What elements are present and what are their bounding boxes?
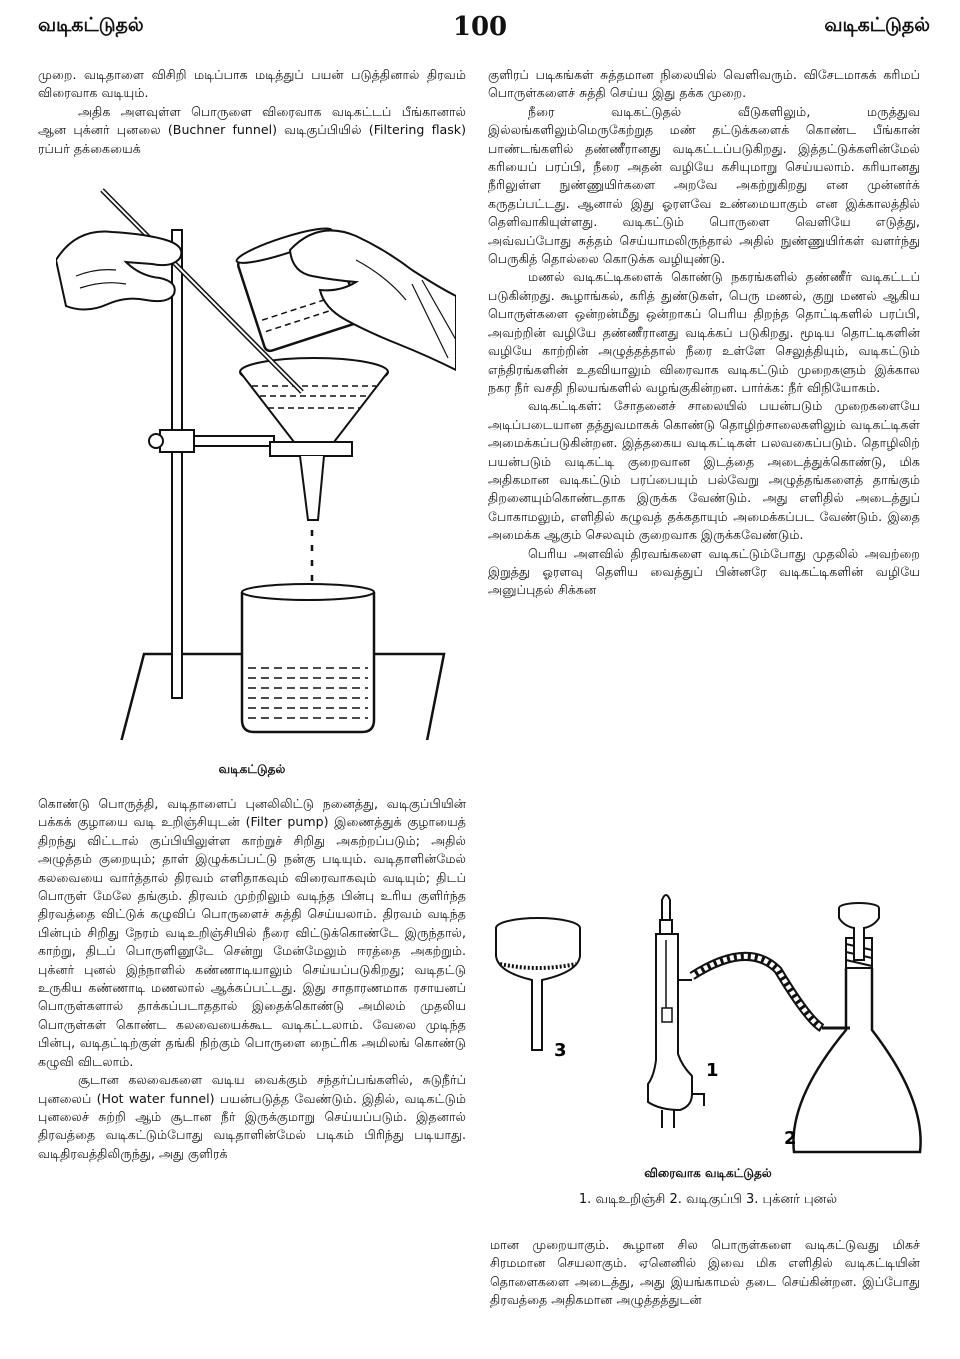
beaker (242, 592, 374, 732)
funnel-ring (270, 442, 352, 456)
paragraph: நீரை வடிகட்டுதல் வீடுகளிலும், மருத்துவ இல்லங்களிலும்மெருகேற்றுத மண் தட்டுக்களைக் கொண்ட பீங்கான் பாண்டங்களில் தண்ணீரானது வடிகட்டப்படுகிறது. இத்தட்டுக்களின்மேல் கரியைப் பரப்பி, நீரை அதன் வழியே கசியுமாறு செய்யலாம். கரியானது நீரிலுள்ள நுண்ணுயிர்களை அறவே அகற்றுகிறது என முன்னர்க் கருதப்பட்டது. ஆனால் இது ஓரளவே உண்மையாகும் என இக்காலத்தில் தெளிவாகியுள்ளது. வடிகட்டும் பொருளை வெளியே எடுத்து, அவ்வப்போது சுத்தம் செய்யாமலிருந்தால் அதில் நுண்ணுயிர்கள் வளர்ந்து பெருகித் தொல்லை கொடுக்க வழியுண்டு. (488, 103, 920, 267)
column-1-bottom (38, 795, 466, 1163)
clamp-boss (160, 430, 194, 452)
column-1-top (38, 66, 466, 158)
figure-2-caption-title: விரைவாக வடிகட்டுதல் (644, 1166, 772, 1180)
stand-rod (172, 230, 182, 698)
running-header-left: வடிகட்டுதல் (38, 14, 144, 36)
paragraph: குளிரப் படிகங்கள் சுத்தமான நிலையில் வெளிவரும். விசேடமாகக் கரிமப் பொருள்களைச் சுத்தி செய்ய இது தக்க முறை. (488, 67, 920, 101)
running-header-right: வடிகட்டுதல் (824, 14, 930, 36)
paragraph: அதிக அளவுள்ள பொருளை விரைவாக வடிகட்டப் பீங்கானால் ஆன புக்னர் புனலை (Buchner funnel) வடிகுப்பியில் (Filtering flask) ரப்பர் தக்கையைக் (38, 103, 466, 156)
paragraph: சூடான கலவைகளை வடிய வைக்கும் சந்தர்ப்பங்களில், சுடுநீர்ப் புனலைப் (Hot water funnel) பயன்படுத்த வேண்டும். இதில், வடிகட்டும் புனலைச் சுற்றி ஆம் சூடான நீர் இருக்குமாறு செய்யப்படும். இதனால் திரவத்தை வடிகட்டும்போது வடிதாளின்மேல் படிகம் பிரிந்து படியாது. வடிதிரவத்திலிருந்து, அது குளிரக் (38, 1072, 466, 1161)
rapid-filtration-illustration (488, 880, 928, 1170)
funnel-stem (300, 456, 324, 520)
left-hand (56, 232, 181, 310)
paragraph: வடிகட்டிகள்: சோதனைச் சாலையில் பயன்படும் முறைகளையே அடிப்படையான தத்துவமாகக் கொண்டு தொழிற்சாலைகளிலும் வடிகட்டிகள் அமைக்கப்படுகின்றன. இத்தகைய வடிகட்டிகள் பலவகைப்படும். தொழிலிற் பயன்படும் வடிகட்டி குறைவான இடத்தை அடைத்துக்கொண்டு, மிக அதிகமான வடிகட்டும் பரப்பையும் பல்வேறு அழுத்தங்களைத் தாங்கும் திறனையும்கொண்டதாக இருக்க வேண்டும். அது எளிதில் அடைத்துப் போகாமலும், எளிதில் கழுவத் தக்கதாயும் அமைக்கப்பட வேண்டும். இதை அமைக்க ஆகும் செலவும் குறைவாக இருக்கவேண்டும். (488, 398, 920, 543)
label-1: 1 (706, 1060, 719, 1081)
column-2-bottom (490, 1236, 920, 1310)
filtration-apparatus-illustration (56, 180, 456, 740)
paragraph: முறை. வடிதாளை விசிறி மடிப்பாக மடித்துப் பயன் படுத்தினால் திரவம் விரைவாக வடியும். (38, 67, 466, 101)
paragraph: பெரிய அளவில் திரவங்களை வடிகட்டும்போது முதலில் அவற்றை இறுத்து ஓரளவு தெளிய வைத்துப் பின்னரே வடிகட்டிகளின் வழியே அனுப்புதல் சிக்கன (488, 545, 920, 598)
label-2: 2 (784, 1128, 797, 1149)
figure-1-caption: வடிகட்டுதல் (218, 762, 286, 776)
paragraph: மணல் வடிகட்டிகளைக் கொண்டு நகரங்களில் தண்ணீர் வடிகட்டப் படுகின்றது. கூழாங்கல், கரித் துண்டுகள், பெரு மணல், குறு மணல் ஆகிய பொருள்களை ஒன்றன்மீது ஒன்றாகப் பெரிய திறந்த தொட்டிகளில் பரப்பி, அவற்றின் வழியே தண்ணீரானது வடிக்கப் படுகிறது. மூடிய தொட்டிகளின் வழியே காற்றின் அழுத்தத்தால் நீரை உள்ளே செலுத்தியும், வடிகட்டும் எந்திரங்களின் உதவியாலும் விரைவாக வடிகட்டும் முறைகளும் இக்கால நகர நீர் வசதி நிலயங்களில் வழங்குகின்றன. பார்க்க: நீர் விநியோகம். (488, 269, 920, 395)
page-number: 100 (452, 12, 508, 42)
clamp-arm (194, 436, 274, 446)
figure-2-caption-legend: 1. வடிஉறிஞ்சி 2. வடிகுப்பி 3. புக்னர் புனல் (578, 1192, 838, 1207)
funnel-cone (240, 372, 388, 442)
filter-pump (662, 895, 670, 920)
paragraph: கொண்டு பொருத்தி, வடிதாளைப் புனலிலிட்டு நனைத்து, வடிகுப்பியின் பக்கக் குழாயை வடி உறிஞ்சியுடன் (Filter pump) இணைத்துக் குழாயைத் திறந்து விட்டால் குப்பியிலுள்ள காற்றுச் சிறிது அகற்றப்படும்; அதில் அழுத்தம் குறையும்; தாள் இழுக்கப்பட்டு நன்கு படியும். வடிதாளின்மேல் கலவையை வார்த்தால் திரவம் எளிதாகவும் விரைவாகவும் வடியும்; திடப் பொருள் மேலே தங்கும். திரவம் முற்றிலும் வடிந்த பின்பு உரிய குளிர்ந்த திரவத்தை விட்டுக் கழுவிப் பொருளைச் சுத்தி செய்யலாம். திரவம் வடிந்த பின்பும் சிறிது நேரம் வடிஉறிஞ்சியில் நீரை விட்டுக்கொண்டே இருந்தால், காற்று, திடப் பொருளினூடே சென்று மேன்மேலும் ஈரத்தை அகற்றும். புக்னர் புனல் இந்நாளில் கண்ணாடியாலும் செய்யப்படுகிறது; வடிதட்டு உருகிய கண்ணாடி மணலால் ஆக்கப்பட்டது. இது சாதாரணமாக ரசாயனப் பொருள்களால் தாக்கப்படாததால் இதைக்கொண்டு அமிலம் முதலிய பொருள்கள் கொண்ட கலவையைக்கூட வடிகட்டலாம். வேலை முடிந்த பின்பு, வடிதட்டிற்குள் தங்கி நிற்கும் பொருளை நைட்ரிக அமிலங் கொண்டு கழுவி விடலாம். (38, 796, 466, 1069)
paragraph: மான முறையாகும். கூழான சில பொருள்களை வடிகட்டுவது மிகச் சிரமமான செயலாகும். ஏனெனில் இவை மிக எளிதில் வடிகட்டியின் தொளைகளை அடைத்து, அது இயங்காமல் தடை செய்கின்றன. இப்போது திரவத்தை அதிகமான அழுத்தத்துடன் (490, 1237, 920, 1308)
label-3: 3 (554, 1040, 567, 1061)
filtering-flask (793, 968, 920, 1152)
column-2-top (488, 66, 920, 600)
